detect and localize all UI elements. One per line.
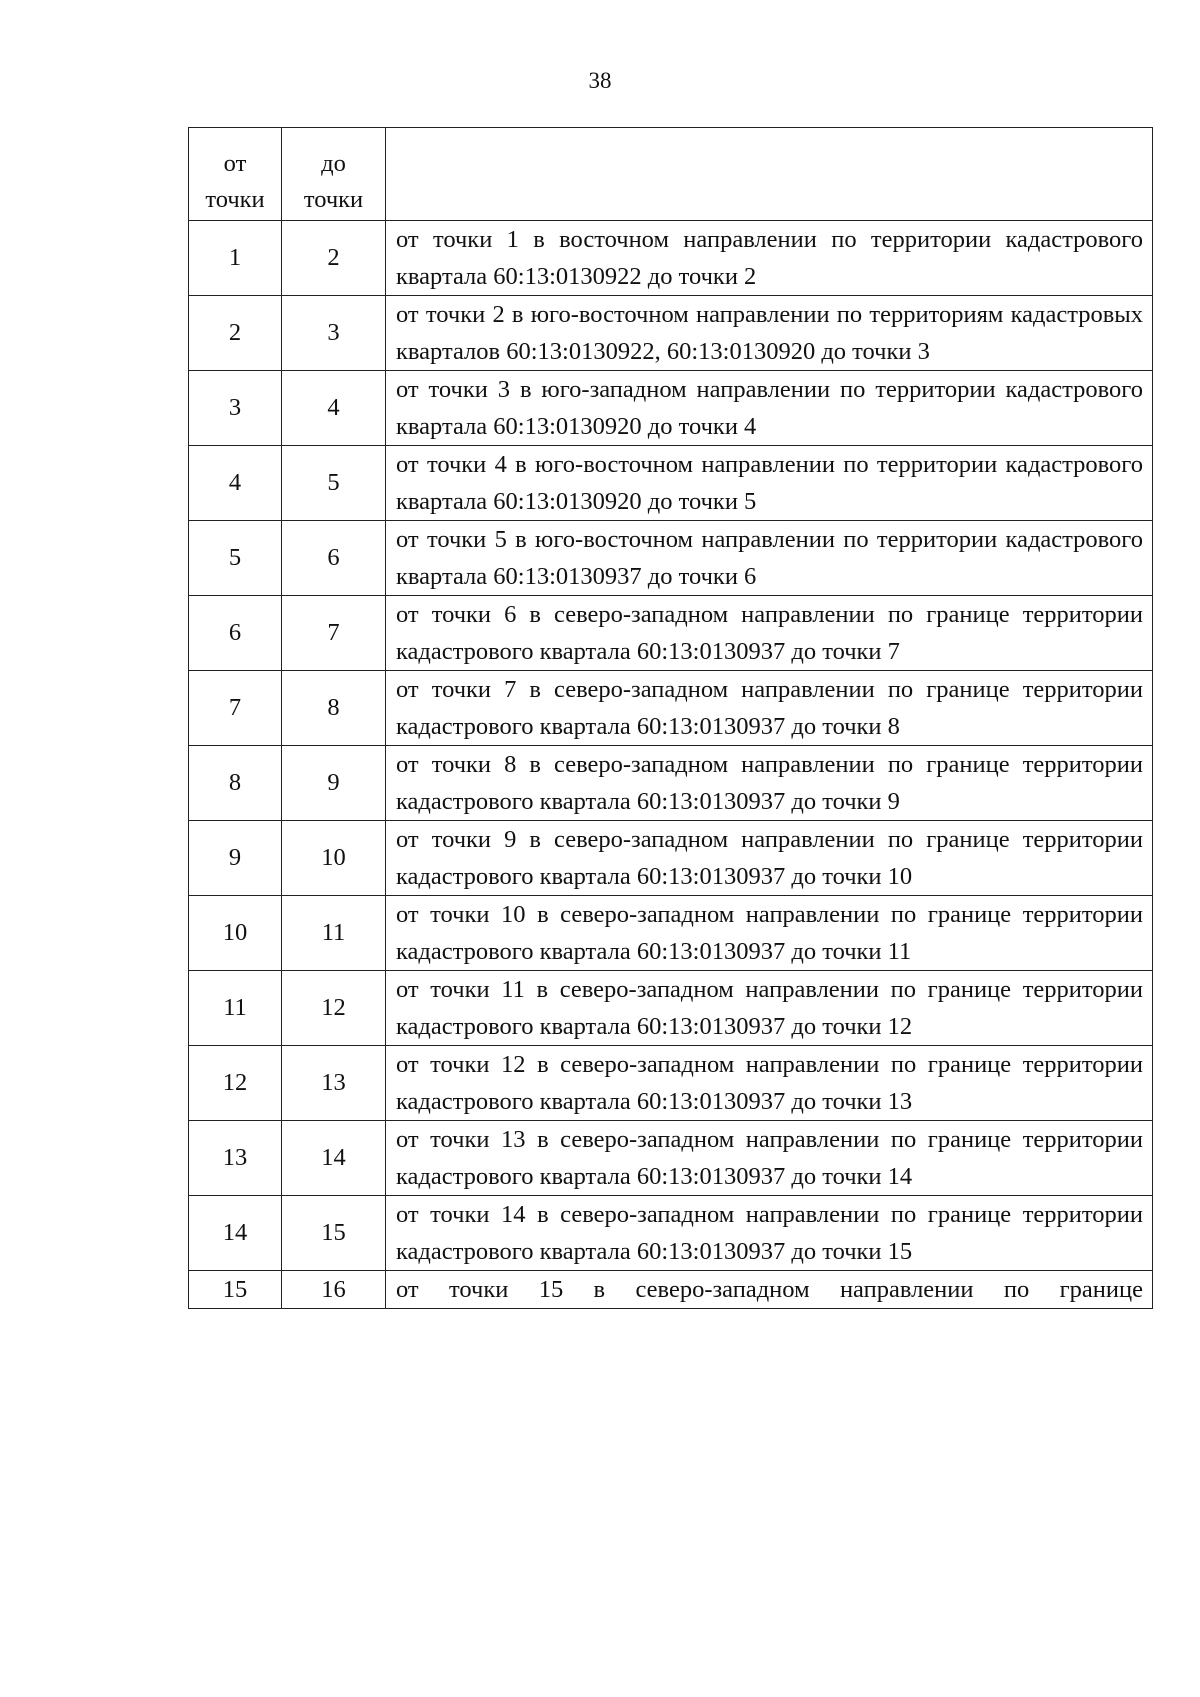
boundary-table bbox=[188, 127, 1153, 1309]
to-point-cell: 13 bbox=[282, 1046, 386, 1121]
table-row bbox=[189, 1196, 1153, 1271]
description-cell: от точки 5 в юго-восточном направлении по территории кадастрового квартала 60:13:0130937 до точки 6 bbox=[386, 521, 1153, 596]
to-point-cell: 5 bbox=[282, 446, 386, 521]
table-row bbox=[189, 821, 1153, 896]
table-row bbox=[189, 296, 1153, 371]
to-point-cell: 16 bbox=[282, 1271, 386, 1309]
header-from-point bbox=[189, 128, 282, 221]
table-row bbox=[189, 971, 1153, 1046]
header-to-line2: точки bbox=[303, 186, 364, 213]
description-cell: от точки 14 в северо-западном направлении по границе территории кадастрового квартала 60:13:0130937 до точки 15 bbox=[386, 1196, 1153, 1271]
to-point-cell: 15 bbox=[282, 1196, 386, 1271]
to-point-cell: 2 bbox=[282, 221, 386, 296]
description-cell: от точки 7 в северо-западном направлении по границе территории кадастрового квартала 60:13:0130937 до точки 8 bbox=[386, 671, 1153, 746]
table-row bbox=[189, 221, 1153, 296]
from-point-cell: 14 bbox=[189, 1196, 282, 1271]
to-point-cell: 6 bbox=[282, 521, 386, 596]
header-from-line2: точки bbox=[205, 186, 265, 213]
table-row bbox=[189, 446, 1153, 521]
to-point-cell: 10 bbox=[282, 821, 386, 896]
table-row bbox=[189, 671, 1153, 746]
to-point-cell: 7 bbox=[282, 596, 386, 671]
from-point-cell: 13 bbox=[189, 1121, 282, 1196]
from-point-cell: 5 bbox=[189, 521, 282, 596]
from-point-cell: 2 bbox=[189, 296, 282, 371]
table-row bbox=[189, 521, 1153, 596]
description-cell: от точки 1 в восточном направлении по территории кадастрового квартала 60:13:0130922 до точки 2 bbox=[386, 221, 1153, 296]
to-point-cell: 8 bbox=[282, 671, 386, 746]
from-point-cell: 9 bbox=[189, 821, 282, 896]
table-row bbox=[189, 1046, 1153, 1121]
from-point-cell: 15 bbox=[189, 1271, 282, 1309]
to-point-cell: 4 bbox=[282, 371, 386, 446]
description-cell: от точки 13 в северо-западном направлении по границе территории кадастрового квартала 60:13:0130937 до точки 14 bbox=[386, 1121, 1153, 1196]
to-point-cell: 9 bbox=[282, 746, 386, 821]
description-cell: от точки 11 в северо-западном направлении по границе территории кадастрового квартала 60:13:0130937 до точки 12 bbox=[386, 971, 1153, 1046]
table-row bbox=[189, 1271, 1153, 1309]
header-to-line1: до bbox=[321, 150, 346, 177]
description-cell: от точки 2 в юго-восточном направлении по территориям кадастровых кварталов 60:13:0130922, 60:13:0130920 до точки 3 bbox=[386, 296, 1153, 371]
description-cell: от точки 8 в северо-западном направлении по границе территории кадастрового квартала 60:13:0130937 до точки 9 bbox=[386, 746, 1153, 821]
description-cell: от точки 3 в юго-западном направлении по территории кадастрового квартала 60:13:0130920 до точки 4 bbox=[386, 371, 1153, 446]
from-point-cell: 12 bbox=[189, 1046, 282, 1121]
table-row bbox=[189, 746, 1153, 821]
description-cell: от точки 10 в северо-западном направлении по границе территории кадастрового квартала 60:13:0130937 до точки 11 bbox=[386, 896, 1153, 971]
page-number: 38 bbox=[588, 68, 612, 93]
table-row bbox=[189, 896, 1153, 971]
table-row bbox=[189, 1121, 1153, 1196]
description-cell: от точки 12 в северо-западном направлении по границе территории кадастрового квартала 60:13:0130937 до точки 13 bbox=[386, 1046, 1153, 1121]
from-point-cell: 6 bbox=[189, 596, 282, 671]
header-to-point bbox=[282, 128, 386, 221]
table-row bbox=[189, 371, 1153, 446]
to-point-cell: 12 bbox=[282, 971, 386, 1046]
description-cell: от точки 6 в северо-западном направлении по границе территории кадастрового квартала 60:13:0130937 до точки 7 bbox=[386, 596, 1153, 671]
to-point-cell: 3 bbox=[282, 296, 386, 371]
from-point-cell: 3 bbox=[189, 371, 282, 446]
from-point-cell: 4 bbox=[189, 446, 282, 521]
from-point-cell: 1 bbox=[189, 221, 282, 296]
from-point-cell: 10 bbox=[189, 896, 282, 971]
from-point-cell: 8 bbox=[189, 746, 282, 821]
to-point-cell: 14 bbox=[282, 1121, 386, 1196]
description-cell: от точки 15 в северо-западном направлении по границе bbox=[386, 1271, 1153, 1309]
table-header-row bbox=[189, 128, 1153, 221]
table-row bbox=[189, 596, 1153, 671]
to-point-cell: 11 bbox=[282, 896, 386, 971]
from-point-cell: 11 bbox=[189, 971, 282, 1046]
from-point-cell: 7 bbox=[189, 671, 282, 746]
description-cell: от точки 9 в северо-западном направлении по границе территории кадастрового квартала 60:13:0130937 до точки 10 bbox=[386, 821, 1153, 896]
description-cell: от точки 4 в юго-восточном направлении по территории кадастрового квартала 60:13:0130920 до точки 5 bbox=[386, 446, 1153, 521]
header-from-line1: от bbox=[223, 150, 247, 177]
header-description bbox=[386, 128, 1153, 221]
